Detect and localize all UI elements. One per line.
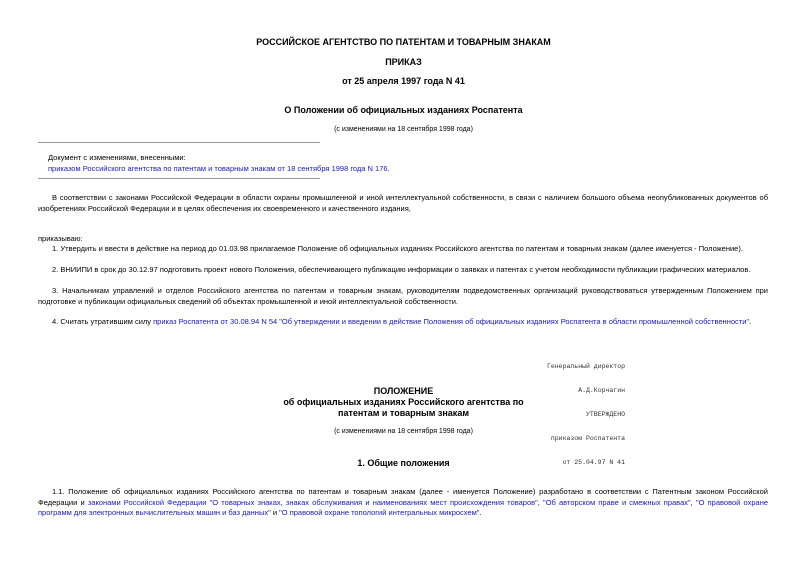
divider-top <box>38 142 320 143</box>
regulation-title: ПОЛОЖЕНИЕ <box>373 386 434 396</box>
p11-end: . <box>479 508 482 517</box>
p11-start: 1.1. Положение об официальных изданиях Российского агентства по патентам и товарным знакам (далее - именуется Положение) разработано в соответствии с Патентным законом Российской Федерации и <box>38 487 768 507</box>
p11-sep-1: , <box>537 497 544 507</box>
amended-intro: Документ с изменениями, внесенными: <box>48 153 186 162</box>
item-2: 2. ВНИИПИ в срок до 30.12.97 подготовить проект нового Положения, обеспечивающего публикацию информации о заявках и патентах с учетом необходимости публикации графических материалов. <box>52 265 751 274</box>
regulation-amendment-note: (с изменениями на 18 сентября 1998 года) <box>334 428 473 435</box>
preamble: В соответствии с законами Российской Федерации в области охраны промышленной и иной интеллектуальной собственности, в связи с наличием большого объема неопубликованных документов об изобретениях Российской Федерации и в целях обеспечения их своевременного и качественного издания, <box>38 193 768 213</box>
amending-order-link[interactable]: приказом Российского агентства по патентам и товарным знакам от 18 сентября 1998 года N 176 <box>48 164 388 173</box>
divider-bottom <box>38 178 320 179</box>
p11-sep-3: и <box>270 508 280 517</box>
signature-position: Генеральный директор <box>546 363 625 370</box>
doc-type: ПРИКАЗ <box>385 57 422 67</box>
repealed-order-link[interactable]: приказ Роспатента от 30.08.94 N 54 "Об утверждении и введении в действие Положения об официальных изданиях Роспатента в области промышленной собственности" <box>153 317 750 326</box>
item-1: 1. Утвердить и ввести в действие на период до 01.03.98 прилагаемое Положение об официальных изданиях Российского агентства по патентам и товарным знакам (далее именуется - Положение). <box>52 244 743 253</box>
item-4-tail: . <box>749 317 752 326</box>
amended-line <box>48 164 748 174</box>
law-trademarks-link[interactable]: законами Российской Федерации "О товарных знаках, знаках обслуживания и наименованиях мест происхождения товаров" <box>87 497 538 507</box>
item-4 <box>38 317 768 328</box>
approved-date: от 25.04.97 N 41 <box>562 459 625 466</box>
item-4-prefix: 4. Считать утратившим силу <box>52 317 154 326</box>
order-word: приказываю: <box>38 234 83 243</box>
agency-heading: РОССИЙСКОЕ АГЕНТСТВО ПО ПАТЕНТАМ И ТОВАРНЫМ ЗНАКАМ <box>256 37 551 47</box>
p11-sep-2: , <box>690 497 696 507</box>
regulation-subtitle-1: об официальных изданиях Российского агентства по <box>283 397 524 407</box>
section-1-heading: 1. Общие положения <box>357 458 450 468</box>
paragraph-1-1 <box>38 487 768 519</box>
law-copyright-link[interactable]: "Об авторском праве и смежных правах" <box>543 497 691 507</box>
item-3: 3. Начальникам управлений и отделов Российского агентства по патентам и товарным знакам, руководителям подведомственных организаций руководствоваться утвержденным Положением при подготовке и публикации официальных сведений об объектах промышленной и иной интеллектуальной собственности. <box>38 286 768 306</box>
law-topology-link[interactable]: "О правовой охране топологий интегральных микросхем" <box>279 508 480 517</box>
approved-by: приказом Роспатента <box>550 435 625 442</box>
signature-name: А.Д.Корчагин <box>578 387 625 394</box>
law-software-link[interactable]: "О правовой охране программ для электронных вычислительных машин и баз данных" <box>38 497 769 517</box>
amendment-note: (с изменениями на 18 сентября 1998 года) <box>334 126 473 133</box>
order-date: от 25 апреля 1997 года N 41 <box>342 76 465 86</box>
amended-tail: . <box>387 164 390 173</box>
document-title: О Положении об официальных изданиях Роспатента <box>284 105 523 115</box>
approved-label: УТВЕРЖДЕНО <box>585 411 625 418</box>
regulation-subtitle-2: патентам и товарным знакам <box>338 408 469 418</box>
